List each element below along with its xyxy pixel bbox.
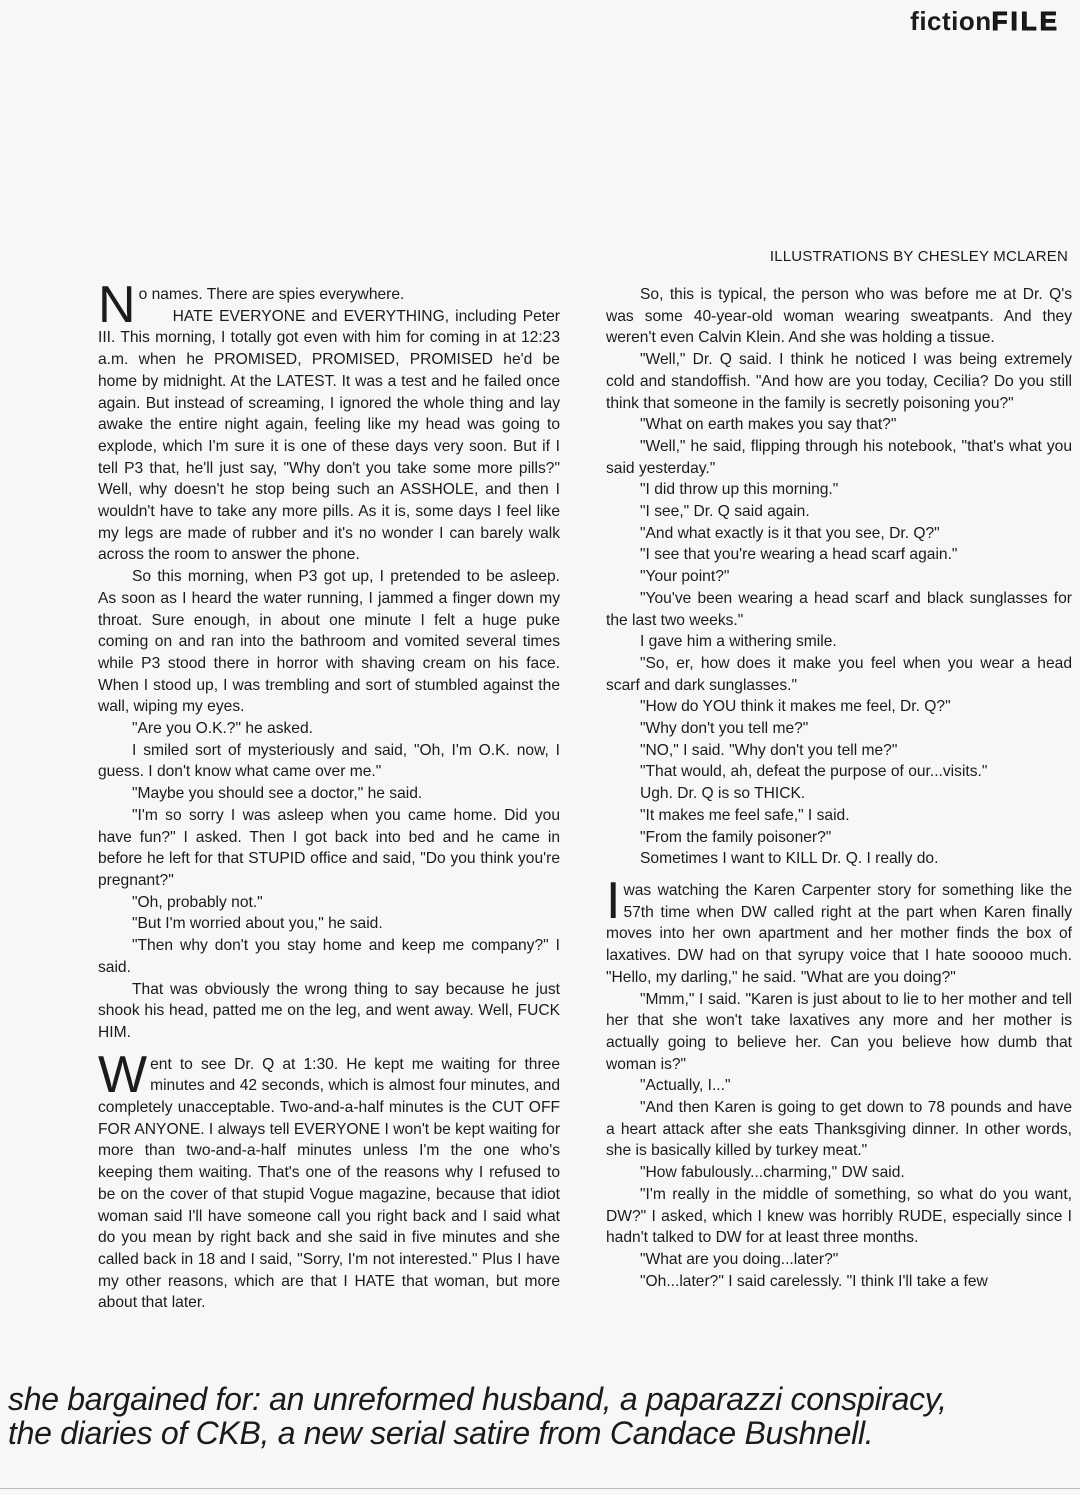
paragraph: Sometimes I want to KILL Dr. Q. I really do. xyxy=(640,850,939,868)
paragraph: "NO," I said. "Why don't you tell me?" xyxy=(640,741,898,759)
paragraph: "I see that you're wearing a head scarf again." xyxy=(640,546,958,564)
paragraph: "Actually, I..." xyxy=(640,1077,731,1095)
left-column xyxy=(98,276,561,1314)
paragraph: "Your point?" xyxy=(640,568,730,586)
paragraph: "Mmm," I said. "Karen is just about to lie to her mother and tell her that she won't take laxatives any more and her mother is actually going to believe her. Can you believe how dumb that woman is?" xyxy=(606,990,1072,1073)
paragraph: "How do YOU think it makes me feel, Dr. Q?" xyxy=(640,698,951,716)
tagline-line-2: the diaries of CKB, a new serial satire from Candace Bushnell. xyxy=(8,1415,874,1451)
paragraph: "You've been wearing a head scarf and black sunglasses for the last two weeks." xyxy=(606,589,1072,629)
right-column xyxy=(606,284,1072,1292)
paragraph: "Maybe you should see a doctor," he said. xyxy=(132,785,423,803)
illustration-credit: ILLUSTRATIONS BY CHESLEY MCLAREN xyxy=(769,248,1068,265)
paragraph: "Are you O.K.?" he asked. xyxy=(132,720,313,738)
paragraph: "From the family poisoner?" xyxy=(640,828,832,846)
paragraph: I was watching the Karen Carpenter story for something like the 57th time when DW called right at the part when Karen finally moves into her own apartment and her mother finds the box of laxatives. DW had on that syrupy voice that I hate sooooo much. "Hello, my darling," he said. "What are you doing?" xyxy=(606,871,1072,986)
paragraph: I smiled sort of mysteriously and said, "Oh, I'm O.K. now, I guess. I don't know what came over me." xyxy=(98,741,560,781)
paragraph: "But I'm worried about you," he said. xyxy=(132,915,383,933)
tagline-line-1: she bargained for: an unreformed husband, a paparazzi conspiracy, xyxy=(8,1381,947,1417)
paragraph: "I see," Dr. Q said again. xyxy=(640,503,810,521)
paragraph: "Well," Dr. Q said. I think he noticed I was being extremely cold and standoffish. "And how are you today, Cecilia? Do you still think that someone in the family is secretly poisoning you?" xyxy=(606,351,1072,412)
paragraph: "It makes me feel safe," I said. xyxy=(640,806,850,824)
paragraph: Went to see Dr. Q at 1:30. He kept me waiting for three minutes and 42 seconds, which is almost four minutes, and completely unacceptable. Two-and-a-half minutes is the CUT OFF FOR ANYONE. I always tell EVERYONE I won't be kept waiting for more than two-and-a-half minutes unless I'm the one who's keeping them waiting. That's one of the reasons why I refused to be on the cover of that stupid Vogue magazine, because that idiot woman said I'll have someone call you right back and I said what do you mean by right back and she said in five minutes and she called back in 18 and I said, "Sorry, I'm not interested." Plus I have my other reasons, which are that I HATE that woman, but more about that later. xyxy=(98,1045,561,1312)
paragraph: "What are you doing...later?" xyxy=(640,1250,839,1268)
paragraph: "Well," he said, flipping through his notebook, "that's what you said yesterday." xyxy=(606,437,1072,477)
paragraph: "Then why don't you stay home and keep me company?" I said. xyxy=(98,937,560,976)
bottom-divider xyxy=(0,1488,1080,1489)
paragraph: "Oh, probably not." xyxy=(132,893,263,911)
paragraph: "What on earth makes you say that?" xyxy=(640,416,897,434)
paragraph: "That would, ah, defeat the purpose of our...visits." xyxy=(640,763,988,781)
paragraph: "And what exactly is it that you see, Dr. Q?" xyxy=(640,524,940,542)
paragraph: "I'm so sorry I was asleep when you came home. Did you have fun?" I asked. Then I got back into bed and he came in before he left for that STUPID office and said, "Do you think you're pregnant?" xyxy=(98,806,560,889)
paragraph: "Oh...later?" I said carelessly. "I think I'll take a few xyxy=(640,1272,988,1290)
paragraph: So, this is typical, the person who was before me at Dr. Q's was some 40-year-old woman wearing sweatpants. And they weren't even Calvin Klein. And she was holding a tissue. xyxy=(606,286,1072,347)
section-label-bold: FILE xyxy=(991,6,1060,36)
paragraph: "I'm really in the middle of something, so what do you want, DW?" I asked, which I knew was horribly RUDE, especially since I hadn't talked to DW for at least three months. xyxy=(606,1185,1072,1247)
drop-cap: N xyxy=(98,276,136,334)
paragraph: So this morning, when P3 got up, I pretended to be asleep. As soon as I heard the water running, I jammed a finger down my throat. Sure enough, in about one minute I felt a huge puke coming on and ran into the bathroom and vomited several times while P3 stood there in horror with shaving cream on his face. When I stood up, I was trembling and sort of stumbled against the wall, wiping my eyes. xyxy=(98,568,560,716)
paragraph: I gave him a withering smile. xyxy=(640,633,837,651)
drop-cap: I xyxy=(606,871,621,930)
tagline xyxy=(8,1382,1008,1450)
paragraph: "And then Karen is going to get down to 78 pounds and have a heart attack after she eats Thanksgiving dinner. In other words, she is basically killed by turkey meat." xyxy=(606,1099,1072,1160)
paragraph: No names. There are spies everywhere. xyxy=(98,276,405,334)
section-label: fiction xyxy=(910,6,992,36)
drop-cap: W xyxy=(98,1045,148,1104)
paragraph: "Why don't you tell me?" xyxy=(640,720,809,738)
paragraph: "So, er, how does it make you feel when you wear a head scarf and dark sunglasses." xyxy=(606,654,1072,694)
paragraph: That was obviously the wrong thing to say because he just shook his head, patted me on the leg, and went away. Well, FUCK HIM. xyxy=(98,980,560,1041)
paragraph: HATE EVERYONE and EVERYTHING, including Peter III. This morning, I totally got even with him for coming in at 12:23 a.m. when he PROMISED, PROMISED, PROMISED he'd be home by midnight. At the LATEST. It was a test and he failed once again. But instead of screaming, I ignored the whole thing and lay awake the entire night again, feeling like my head was going to explode, which I'm sure it is one of these days very soon. But if I tell P3 that, he'll just say, "Why don't you take some more pills?" Well, why doesn't he stop being such an ASSHOLE, and then I wouldn't have to take any more pills. As it is, some days I feel like my legs are made of rubber and it's no wonder I can barely walk across the room to answer the phone. xyxy=(98,307,560,564)
section-header xyxy=(910,6,1060,46)
paragraph: "How fabulously...charming," DW said. xyxy=(640,1164,905,1182)
paragraph: "I did throw up this morning." xyxy=(640,481,839,499)
paragraph: Ugh. Dr. Q is so THICK. xyxy=(640,785,806,803)
